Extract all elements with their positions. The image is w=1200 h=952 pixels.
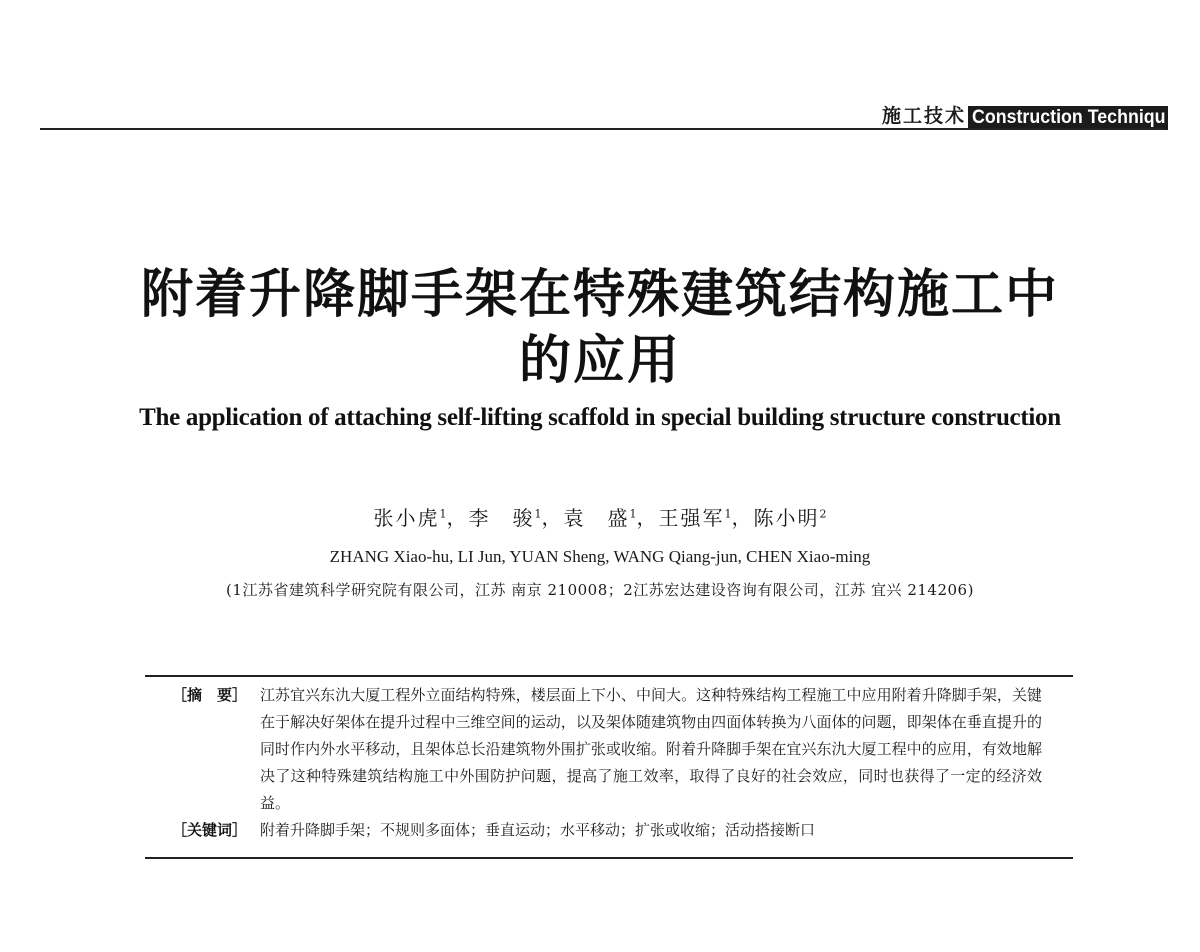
abstract-bottom-rule	[145, 857, 1073, 859]
keywords-row	[172, 817, 1042, 844]
section-label-cn: 施工技术	[881, 105, 966, 127]
author-cn: 陈小明$^2$	[753, 505, 827, 530]
authors-cn	[0, 500, 1200, 532]
section-label-en: Construction Techniqu	[968, 106, 1168, 130]
abstract-row	[172, 682, 1042, 817]
author-separator: ，	[541, 505, 564, 530]
affiliation: (1江苏省建筑科学研究院有限公司，江苏 南京 210008；2江苏宏达建设咨询有限公司，江苏 宜兴 214206)	[226, 581, 974, 599]
abstract-top-rule	[145, 675, 1073, 677]
keywords-label: ［关键词］	[172, 821, 248, 839]
author-separator: ，	[636, 505, 659, 530]
abstract-block	[172, 682, 1042, 844]
header-rule	[40, 128, 1165, 130]
author-separator: ，	[731, 505, 754, 530]
authors-en: ZHANG Xiao-hu, LI Jun, YUAN Sheng, WANG Qiang-jun, CHEN Xiao-ming	[329, 547, 871, 566]
author-cn: 李 骏$^1$	[468, 505, 542, 530]
abstract-label: ［摘 要］	[172, 686, 248, 704]
author-cn: 张小虎$^1$	[373, 505, 447, 530]
author-cn: 袁 盛$^1$	[563, 505, 637, 530]
paper-title-cn-line2: 的应用	[518, 331, 681, 391]
paper-title-cn-line1: 附着升降脚手架在特殊建筑结构施工中	[140, 265, 1059, 325]
keywords-text: 附着升降脚手架；不规则多面体；垂直运动；水平移动；扩张或收缩；活动搭接断口	[260, 821, 816, 839]
paper-title-cn	[0, 262, 1200, 394]
abstract-text: 江苏宜兴东氿大厦工程外立面结构特殊，楼层面上下小、中间大。这种特殊结构工程施工中应用附着升降脚手架，关键在于解决好架体在提升过程中三维空间的运动，以及架体随建筑物由四面体转换为八面体的问题，即架体在垂直提升的同时作内外水平移动，且架体总长沿建筑物外围扩张或收缩。附着升降脚手架在宜兴东氿大厦工程中的应用，有效地解决了这种特殊建筑结构施工中外围防护问题，提高了施工效率，取得了良好的社会效应，同时也获得了一定的经济效益。	[260, 686, 1042, 812]
paper-title-en: The application of attaching self-lifting scaffold in special building structure construction	[139, 404, 1061, 431]
author-separator: ，	[446, 505, 469, 530]
author-cn: 王强军$^1$	[658, 505, 732, 530]
